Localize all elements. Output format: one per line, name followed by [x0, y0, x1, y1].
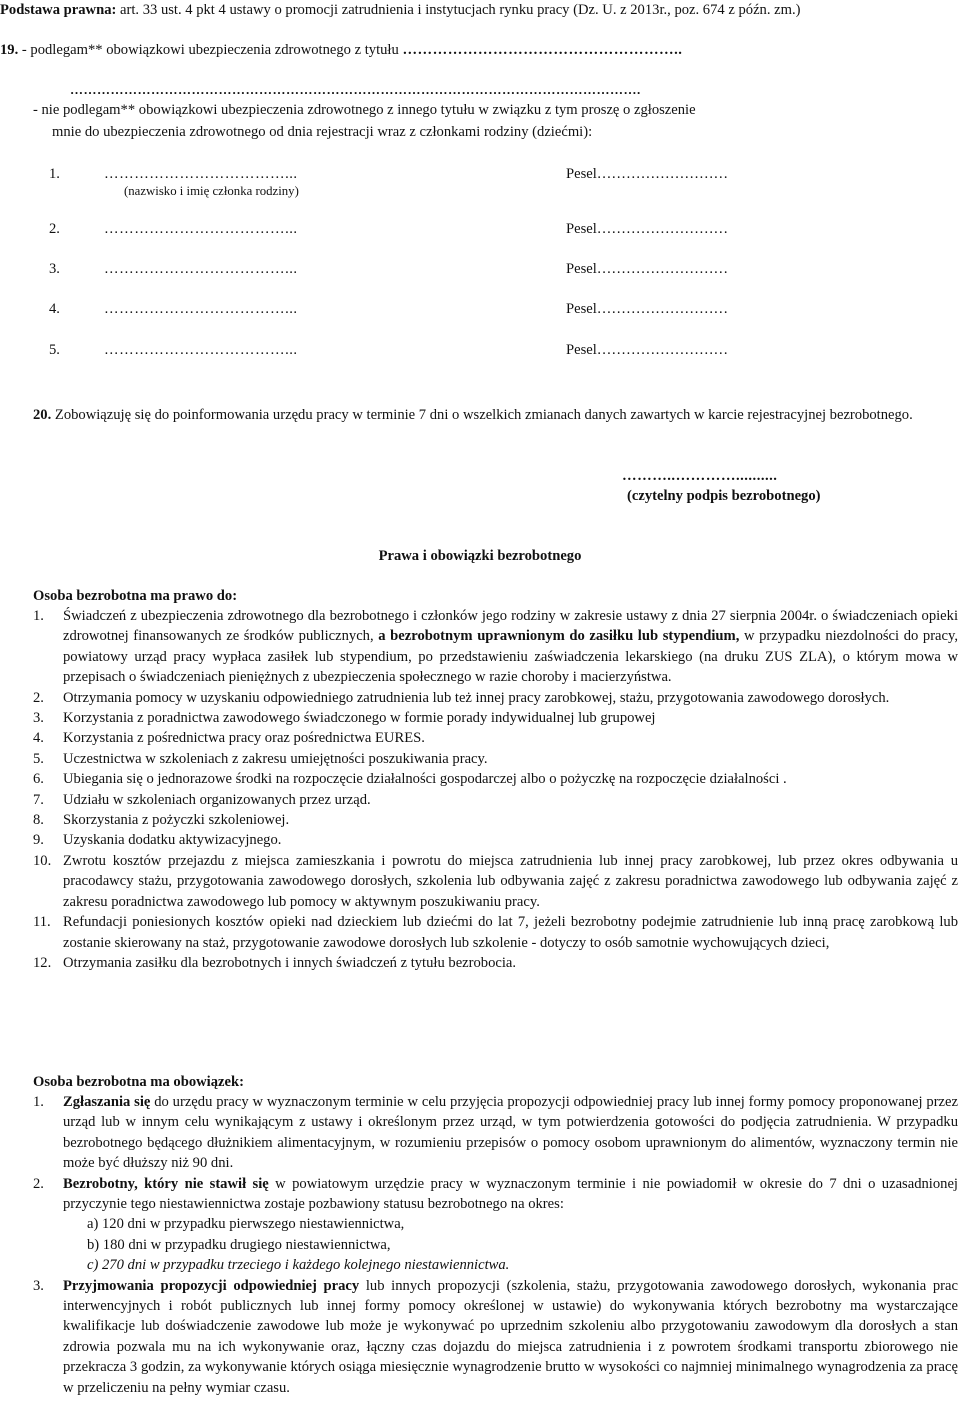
family-member-pesel-field[interactable]: Pesel……………………… — [566, 221, 729, 237]
sublist-item: a) 120 dni w przypadku pierwszego niestawiennictwa, — [87, 1216, 405, 1233]
legal-basis-text: art. 33 ust. 4 pkt 4 ustawy o promocji zatrudnienia i instytucjach rynku pracy (Dz. U. z 2013r., poz. 674 z późn. zm.) — [116, 2, 801, 18]
list-item-number: 3. — [33, 710, 44, 727]
list-item-text: Korzystania z pośrednictwa pracy oraz pośrednictwa EURES. — [63, 730, 425, 747]
list-item-number: 12. — [33, 954, 52, 971]
list-item-text: Świadczeń z ubezpieczenia zdrowotnego dla bezrobotnego i członków jego rodziny w zakresie ustawy z dnia 27 sierpnia 2004r. o świadczeniach opieki zdrowotnej finansowanych ze środków publicznych, — [63, 608, 958, 645]
list-item-text: Uczestnictwa w szkoleniach z zakresu umiejętności poszukiwania pracy. — [63, 750, 488, 767]
rights-list-item — [33, 606, 958, 688]
list-item-number: 3. — [33, 1277, 44, 1294]
signature-caption: (czytelny podpis bezrobotnego) — [627, 488, 821, 504]
family-member-number: 5. — [49, 342, 60, 358]
family-member-name-field[interactable]: ………………………………... — [104, 166, 298, 182]
sublist — [63, 1214, 958, 1275]
item19-line1-prefix: - podlegam** obowiązkowi ubezpieczenia zdrowotnego z tytułu — [18, 42, 403, 58]
list-item-number: 9. — [33, 832, 44, 849]
rights-list-item — [33, 790, 958, 810]
list-item-number: 1. — [33, 1094, 44, 1110]
family-member-number: 2. — [49, 221, 60, 237]
list-item-text: w przypadku niezdolności do pracy, powiatowy urząd pracy wypłaca zasiłek lub stypendium, po przedstawieniu zaświadczenia lekarskiego (na druku ZUS ZLA), o którym mowa w przepisach o świadczeniach pieniężnych z ubezpieczenia społecznego w razie choroby i macierzyństwa. — [63, 628, 959, 686]
legal-basis-line — [0, 0, 800, 20]
duties-heading: Osoba bezrobotna ma obowiązek: — [33, 1074, 244, 1090]
list-item-number: 5. — [33, 750, 44, 767]
list-item-text: Zwrotu kosztów przejazdu z miejsca zamieszkania i powrotu do miejsca zatrudnienia lub innej pracy zarobkowej, lub przez okres odbywania u pracodawcy stażu, przygotowania zawodowego dorosłych, szkolenia lub odbywania zajęć z zakresu poradnictwa zawodowego lub odbywania zajęć z zakresu poradnictwa zawodowego lub pomocy w aktywnym poszukiwaniu pracy. — [63, 852, 958, 910]
family-member-pesel-field[interactable]: Pesel……………………… — [566, 301, 729, 317]
family-member-name-field[interactable]: ………………………………... — [104, 301, 298, 317]
list-item-number: 4. — [33, 730, 44, 747]
rights-title: Prawa i obowiązki bezrobotnego — [378, 548, 582, 564]
family-member-name-field[interactable]: ………………………………... — [104, 342, 298, 358]
rights-list — [33, 606, 958, 973]
list-item-number: 2. — [33, 1175, 44, 1192]
list-item-number: 11. — [33, 914, 51, 931]
family-member-pesel-field[interactable]: Pesel……………………… — [566, 166, 729, 182]
list-item-number: 1. — [33, 608, 44, 624]
item20-number: 20. — [33, 407, 52, 423]
list-item-text: Ubiegania się o jednorazowe środki na rozpoczęcie działalności gospodarczej albo o pożyczkę na rozpoczęcie działalności . — [63, 771, 787, 788]
list-item-number: 7. — [33, 791, 44, 808]
list-item-number: 2. — [33, 689, 44, 706]
list-item-text: Uzyskania dodatku aktywizacyjnego. — [63, 832, 282, 849]
list-item-text: Przyjmowania propozycji odpowiedniej pracy — [63, 1277, 360, 1294]
family-member-number: 1. — [49, 166, 60, 182]
list-item-text: lub innych propozycji (szkolenia, stażu, przygotowania zawodowego dorosłych, wykonania prac interwencyjnych i robót publicznych lub innej formy pomocy określonej w ustawie) do wykonywania których bezrobotny ma wystarczające kwalifikacje lub doświadczenie zawodowe lub może je wykonywać po uprzednim szkoleniu albo przygotowaniu zawodowym dla dorosłych a stan zdrowia pozwala mu na ich wykonywanie oraz, łączny czas dojazdu do miejsca zatrudnienia i z powrotem środkami transportu zbiorowego nie przekracza 3 godzin, za wykonywanie których osiąga miesięcznie wynagrodzenie brutto w wysokości co najmniej minimalnego wynagrodzenia za pracę w przeliczeniu na pełny wymiar czasu. — [63, 1277, 958, 1396]
item19-line4: mnie do ubezpieczenia zdrowotnego od dnia rejestracji wraz z członkami rodziny (dziećmi): — [52, 124, 593, 140]
list-item-text: w powiatowym urzędzie pracy w wyznaczonym terminie i nie powiadomił w okresie do 7 dni o uzasadnionej przyczynie tego niestawiennictwa zostaje pozbawiony statusu bezrobotnego na okres: — [63, 1175, 958, 1213]
list-item-number: 6. — [33, 771, 44, 788]
family-member-number: 4. — [49, 301, 60, 317]
rights-list-item — [33, 830, 958, 850]
list-item-text: Otrzymania pomocy w uzyskaniu odpowiedniego zatrudnienia lub też innej pracy zarobkowej, stażu, przygotowania zawodowego dorosłych. — [63, 689, 890, 706]
list-item-text: Korzystania z poradnictwa zawodowego świadczonego w formie porady indywidualnej lub grupowej — [63, 710, 656, 727]
list-item-text: Bezrobotny, który nie stawił się — [63, 1175, 269, 1192]
rights-list-item — [33, 749, 958, 769]
rights-list-item — [33, 688, 958, 708]
duties-list-item — [33, 1276, 958, 1398]
rights-list-item — [33, 851, 958, 912]
rights-list-item — [33, 810, 958, 830]
sublist-item: b) 180 dni w przypadku drugiego niestawiennictwa, — [87, 1236, 391, 1253]
family-member-pesel-field[interactable]: Pesel……………………… — [566, 261, 729, 277]
family-member-name-field[interactable]: ………………………………... — [104, 221, 298, 237]
rights-list-item — [33, 912, 958, 953]
list-item-text: Udziału w szkoleniach organizowanych przez urząd. — [63, 791, 371, 808]
rights-list-item — [33, 728, 958, 748]
signature-field[interactable]: ………..………….......... — [622, 468, 778, 484]
family-member-pesel-field[interactable]: Pesel……………………… — [566, 342, 729, 358]
family-member-number: 3. — [49, 261, 60, 277]
list-item-text: Refundacji poniesionych kosztów opieki nad dzieckiem lub dziećmi do lat 7, jeżeli bezrobotny podejmie zatrudnienie lub inną pracę zarobkową lub zostanie skierowany na staż, przygotowanie zawodowe dorosłych lub szkolenie - dotyczy to osób samotnie wychowujących dzieci, — [63, 914, 958, 951]
family-member-name-field[interactable]: ………………………………... — [104, 261, 298, 277]
item20-text: Zobowiązuję się do poinformowania urzędu pracy w terminie 7 dni o wszelkich zmianach danych zawartych w karcie rejestracyjnej bezrobotnego. — [51, 407, 913, 423]
list-item-text: do urzędu pracy w wyznaczonym terminie w celu przyjęcia propozycji odpowiedniej pracy lub innej formy pomocy proponowanej przez urząd lub w innym celu wynikającym z ustawy i określonym przez urząd, w tym potwierdzenia gotowości do podjęcia zatrudnienia. W przypadku bezrobotnego będącego dłużnikiem alimentacyjnym, w rozumieniu przepisów o pomocy osobom uprawnionym do alimentów, wyznaczony termin nie może być dłuższy niż 90 dni. — [63, 1094, 958, 1172]
item19-line1-dots: ……………………………………………….. — [402, 42, 683, 58]
rights-list-item — [33, 769, 958, 789]
list-item-number: 8. — [33, 812, 44, 829]
rights-heading: Osoba bezrobotna ma prawo do: — [33, 588, 238, 604]
item19-line3: - nie podlegam** obowiązkowi ubezpieczenia zdrowotnego z innego tytułu w związku z tym proszę o zgłoszenie — [33, 102, 696, 118]
sublist-item: c) 270 dni w przypadku trzeciego i każdego kolejnego niestawiennictwa. — [87, 1257, 510, 1274]
list-item-text: Otrzymania zasiłku dla bezrobotnych i innych świadczeń z tytułu bezrobocia. — [63, 954, 517, 971]
duties-list-item — [33, 1174, 958, 1276]
list-item-text: Skorzystania z pożyczki szkoleniowej. — [63, 812, 290, 829]
list-item-text: Zgłaszania się — [63, 1094, 151, 1110]
item19-number: 19. — [0, 42, 19, 58]
list-item-text: a bezrobotnym uprawnionym do zasiłku lub stypendium, — [373, 628, 740, 645]
item19-line1 — [0, 40, 682, 60]
item20-paragraph — [33, 405, 958, 425]
item19-line2-dots: ………………………………………………………………………………………………………………. — [70, 82, 641, 97]
legal-basis-label: Podstawa prawna: — [0, 2, 117, 18]
family-member-caption: (nazwisko i imię członka rodziny) — [124, 184, 299, 198]
list-item-number: 10. — [33, 852, 52, 869]
duties-list — [33, 1092, 958, 1398]
duties-list-item — [33, 1092, 958, 1174]
rights-list-item — [33, 953, 958, 973]
rights-list-item — [33, 708, 958, 728]
